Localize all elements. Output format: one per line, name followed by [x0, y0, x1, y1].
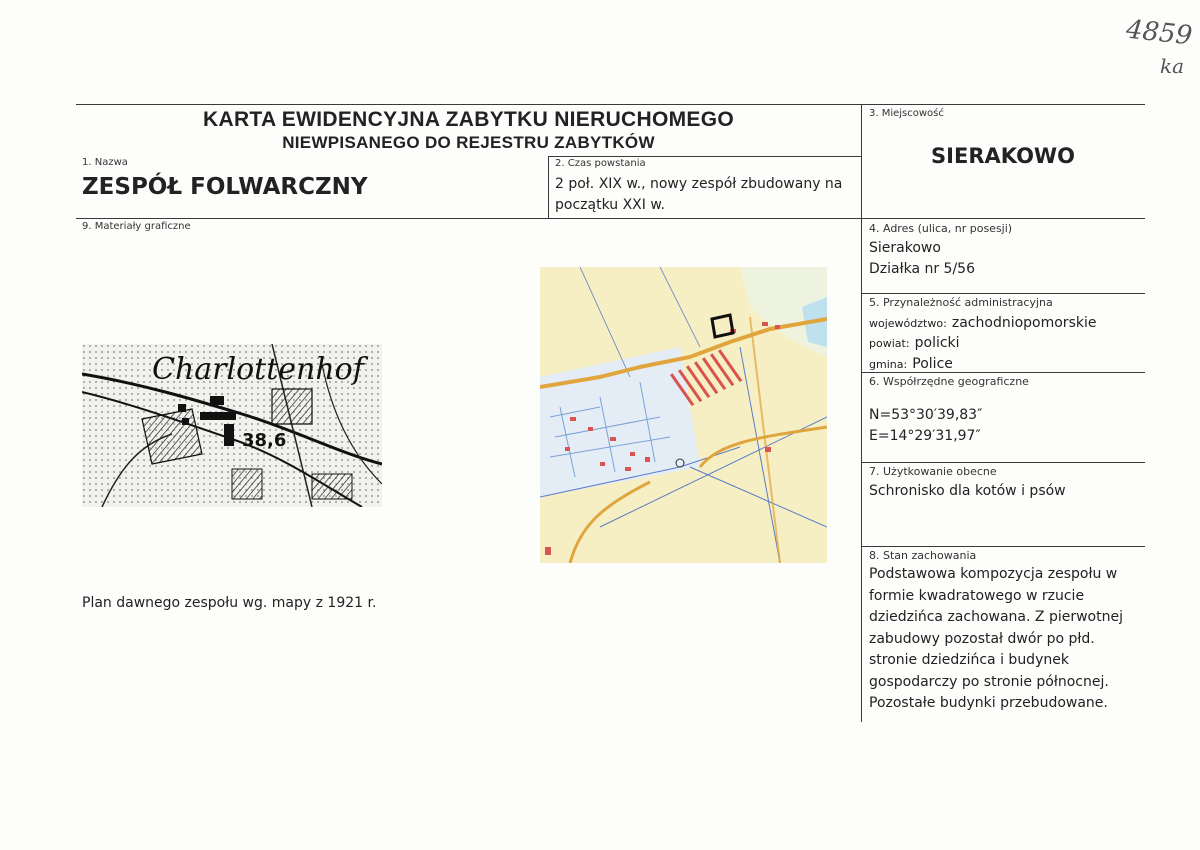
commune-row	[869, 353, 953, 372]
admin-bottom-rule	[861, 372, 1145, 373]
coords-north: N=53°30′39,83″	[869, 407, 983, 423]
address-label: 4. Adres (ulica, nr posesji)	[869, 222, 1013, 235]
name-value: ZESPÓŁ FOLWARCZNY	[82, 174, 368, 200]
period-top-rule	[548, 156, 861, 157]
county-label: powiat:	[869, 337, 910, 350]
address-line1: Sierakowo	[869, 240, 941, 256]
name-period-divider	[548, 156, 549, 218]
handwritten-initials: ka	[1160, 54, 1185, 78]
locality-value: SIERAKOWO	[931, 144, 1075, 168]
document-subtitle: NIEWPISANEGO DO REJESTRU ZABYTKÓW	[282, 133, 655, 152]
period-label: 2. Czas powstania	[555, 158, 646, 169]
historical-map	[82, 344, 382, 507]
condition-label: 8. Stan zachowania	[869, 549, 977, 562]
condition-text	[869, 564, 1123, 715]
document-title: KARTA EWIDENCYJNA ZABYTKU NIERUCHOMEGO	[203, 108, 734, 131]
voivodeship-value: zachodniopomorskie	[951, 315, 1097, 331]
county-row	[869, 332, 960, 351]
address-bottom-rule	[861, 293, 1145, 294]
admin-label: 5. Przynależność administracyjna	[869, 296, 1053, 309]
cadastral-map-drawing	[540, 267, 827, 563]
historical-map-elevation: 38,6	[242, 430, 287, 451]
commune-label: gmina:	[869, 358, 908, 371]
cadastral-map	[540, 267, 827, 563]
condition-line: Podstawowa kompozycja zespołu w	[869, 566, 1118, 582]
graphics-caption: Plan dawnego zespołu wg. mapy z 1921 r.	[82, 595, 377, 611]
historical-map-drawing	[82, 344, 382, 507]
period-line1: 2 poł. XIX w., nowy zespół zbudowany na	[555, 176, 843, 192]
coords-east: E=14°29′31,97″	[869, 428, 981, 444]
period-line2: początku XXI w.	[555, 197, 665, 213]
usage-label: 7. Użytkowanie obecne	[869, 465, 997, 478]
top-rule	[76, 104, 1145, 105]
usage-value: Schronisko dla kotów i psów	[869, 483, 1066, 499]
county-value: policki	[914, 335, 960, 351]
historical-map-place-name: Charlottenhof	[152, 352, 364, 387]
coords-label: 6. Współrzędne geograficzne	[869, 375, 1029, 388]
locality-label: 3. Miejscowość	[869, 108, 944, 119]
condition-line: stronie dziedzińca i budynek	[869, 652, 1069, 668]
handwritten-number: 4859	[1124, 14, 1194, 52]
condition-line: Pozostałe budynki przebudowane.	[869, 695, 1108, 711]
commune-value: Police	[912, 356, 953, 372]
voivodeship-row	[869, 312, 1096, 331]
condition-line: dziedzińca zachowana. Z pierwotnej	[869, 609, 1123, 625]
name-label: 1. Nazwa	[82, 157, 128, 168]
coords-bottom-rule	[861, 462, 1145, 463]
address-line2: Działka nr 5/56	[869, 261, 975, 277]
voivodeship-label: województwo:	[869, 317, 947, 330]
usage-bottom-rule	[861, 546, 1145, 547]
condition-line: zabudowy pozostał dwór po płd.	[869, 630, 1095, 647]
condition-line: formie kwadratowego w rzucie	[869, 587, 1085, 604]
header-bottom-rule	[76, 218, 1145, 219]
condition-line: gospodarczy po stronie północnej.	[869, 673, 1109, 690]
graphics-label: 9. Materiały graficzne	[82, 221, 191, 232]
column-divider	[861, 104, 862, 722]
